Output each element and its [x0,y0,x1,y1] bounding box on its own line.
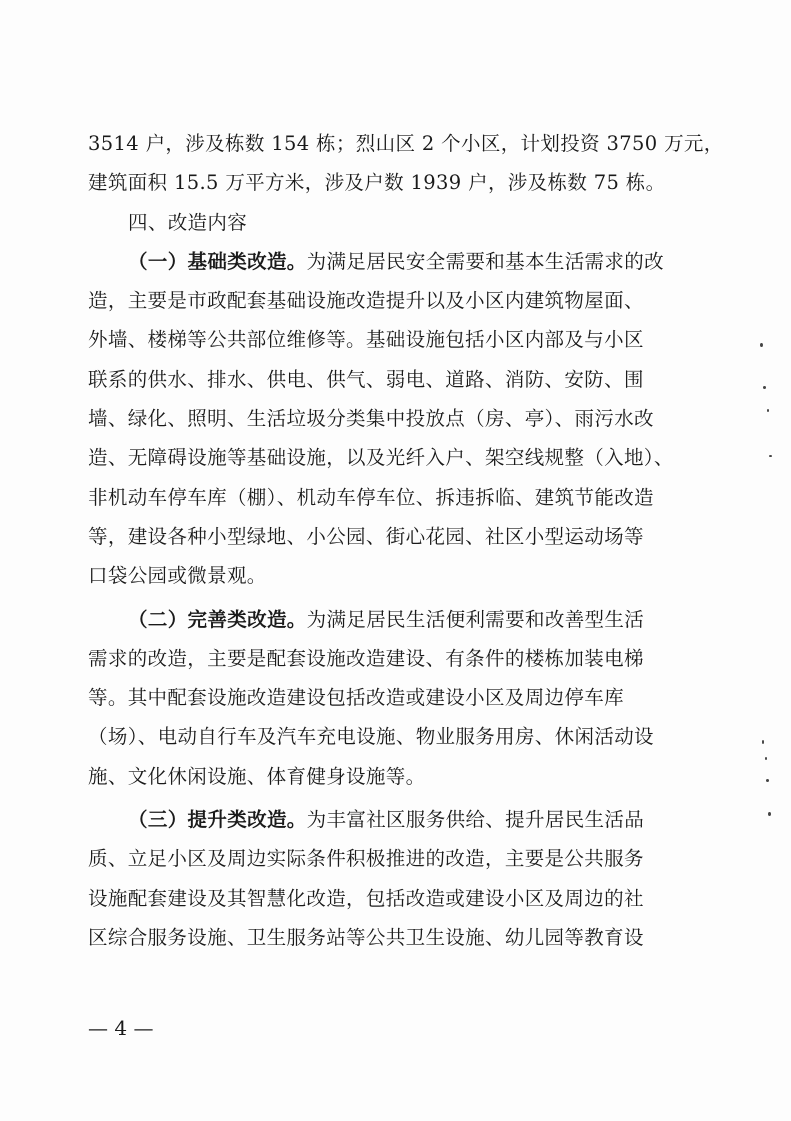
text-line: 设施配套建设及其智慧化改造，包括改造或建设小区及周边的社 [88,886,644,910]
text-line: 为丰富社区服务供给、提升居民生活品 [306,808,645,832]
text-line: 为满足居民安全需要和基本生活需求的改 [306,249,664,273]
scan-speck [760,343,763,347]
paragraph-improvement-renovation [88,600,700,796]
text-line: 外墙、楼梯等公共部位维修等。基础设施包括小区内部及与小区 [88,328,644,352]
scan-speck [769,455,772,457]
text-line: 墙、绿化、照明、生活垃圾分类集中投放点（房、亭）、雨污水改 [88,407,654,431]
text-line: （场）、电动自行车及汽车充电设施、物业服务用房、休闲活动设 [88,725,654,749]
paragraph-first-line [88,242,700,281]
text-line: 3514 户，涉及栋数 154 栋；烈山区 2 个小区，计划投资 3750 万元， [88,132,724,155]
text-line: 施、文化休闲设施、体育健身设施等。 [88,764,426,788]
scan-speck [767,409,769,412]
text-line: 造，主要是市政配套基础设施改造提升以及小区内建筑物屋面、 [88,289,644,313]
text-line: 建筑面积 15.5 万平方米，涉及户数 1939 户，涉及栋数 75 栋。 [88,171,666,195]
scan-speck [768,812,771,816]
text-line: 联系的供水、排水、供电、供气、弱电、道路、消防、安防、围 [88,367,644,391]
scan-speck [762,740,764,744]
scan-speck [763,386,766,389]
text-line: 为满足居民生活便利需要和改善型生活 [306,607,645,631]
page-number: — 4 — [88,1016,154,1040]
paragraph-basic-renovation [88,242,700,596]
paragraph-lead: （二）完善类改造。 [128,607,307,631]
paragraph-first-line [88,600,700,639]
paragraph-first-line [88,800,700,839]
paragraph-upgrade-renovation [88,800,700,957]
text-line: 质、立足小区及周边实际条件积极推进的改造，主要是公共服务 [88,847,644,871]
text-line: 需求的改造，主要是配套设施改造建设、有条件的楼栋加装电梯 [88,646,644,670]
text-line: 非机动车停车库（棚）、机动车停车位、拆违拆临、建筑节能改造 [88,485,654,509]
scan-speck [765,757,767,760]
scan-speck [766,779,769,782]
text-line: 区综合服务设施、卫生服务站等公共卫生设施、幼儿园等教育设 [88,925,644,949]
text-line: 等。其中配套设施改造建设包括改造或建设小区及周边停车库 [88,686,624,710]
paragraph-lead: （三）提升类改造。 [128,808,307,832]
text-line: 等，建设各种小型绿地、小公园、街心花园、社区小型运动场等 [88,524,644,548]
paragraph-lead: （一）基础类改造。 [128,249,307,273]
text-line: 口袋公园或微景观。 [88,564,267,588]
body-text [88,124,724,957]
text-line: 造、无障碍设施等基础设施，以及光纤入户、架空线规整（入地）、 [88,446,674,470]
section-heading: 四、改造内容 [128,210,248,234]
